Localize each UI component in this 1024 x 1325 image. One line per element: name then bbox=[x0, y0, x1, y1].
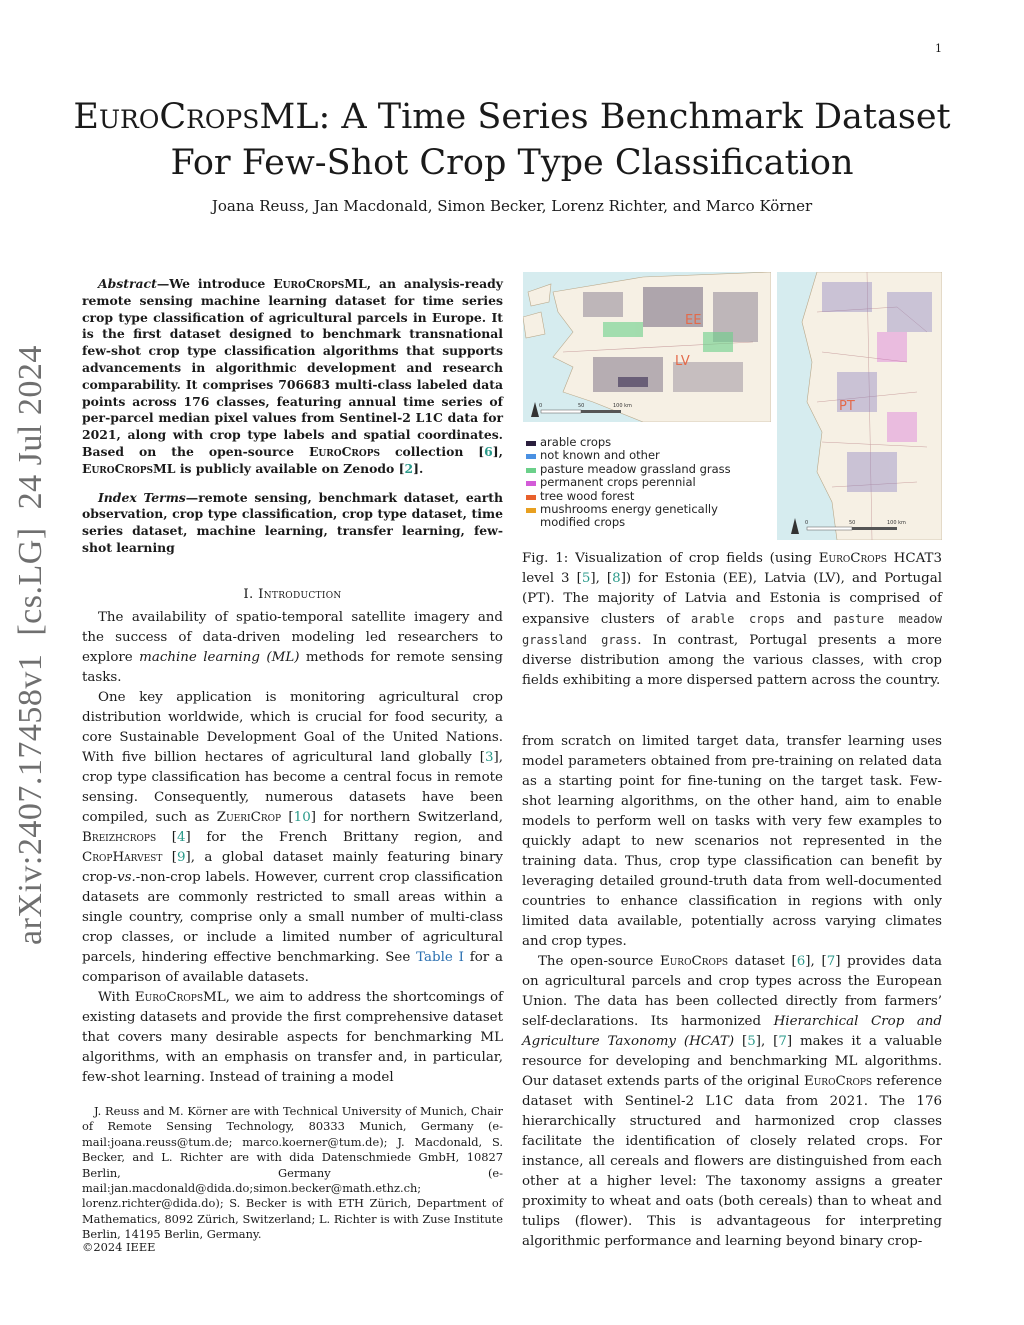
citation-link[interactable]: 3 bbox=[484, 749, 494, 765]
citation-link[interactable]: 9 bbox=[176, 849, 186, 865]
map-portugal bbox=[777, 272, 942, 540]
table-reference-link[interactable]: Table I bbox=[416, 949, 464, 965]
legend-item-arable: arable crops bbox=[526, 436, 776, 449]
legend-swatch bbox=[526, 454, 536, 459]
title-line-1: EuroCropsML: A Time Series Benchmark Dataset bbox=[73, 97, 951, 137]
citation-link[interactable]: 7 bbox=[778, 1034, 787, 1049]
citation-link[interactable]: 10 bbox=[293, 809, 311, 825]
right-column-body bbox=[522, 732, 942, 1252]
map-label-pt: PT bbox=[839, 399, 855, 414]
citation-link[interactable]: 8 bbox=[612, 571, 621, 586]
baltic-map-graphic bbox=[523, 272, 771, 422]
page-number: 1 bbox=[935, 42, 942, 55]
title-line-2: For Few-Shot Crop Type Classification bbox=[170, 143, 854, 183]
citation-link[interactable]: 6 bbox=[796, 954, 806, 969]
legend-swatch bbox=[526, 441, 536, 446]
index-terms: Index Terms—remote sensing, benchmark dataset, earth observation, crop type classification, crop type dataset, time series dataset, machine learning, transfer learning, few-shot learning bbox=[82, 489, 503, 555]
abstract: Abstract—We introduce EuroCropsML, an analysis-ready remote sensing machine learning dataset for time series crop type classification of agricultural parcels in Europe. It is the first dataset designed to benchmark transnational few-shot crop type classification algorithms that supports advancements in algorithmic development and research comparability. It comprises 706683 multi-class labeled data points across 176 classes, featuring annual time series of per-parcel median pixel values from Sentinel-2 L1C data for 2021, along with crop type labels and spatial coordinates. Based on the open-source EuroCrops collection [6], EuroCropsML is publicly available on Zenodo [2]. bbox=[82, 276, 504, 476]
citation-link[interactable]: 4 bbox=[176, 829, 186, 845]
legend-item-not-known: not known and other bbox=[526, 449, 776, 462]
paragraph: The availability of spatio-temporal satellite imagery and the success of data-driven modeling led researchers to explore machine learning (ML) methods for remote sensing tasks. bbox=[82, 609, 503, 685]
scale-tick-label: 0 bbox=[805, 520, 809, 526]
citation-link[interactable]: 5 bbox=[581, 571, 591, 586]
introduction-body bbox=[82, 608, 503, 1088]
portugal-map-graphic bbox=[777, 272, 942, 540]
legend-swatch bbox=[526, 508, 536, 513]
citation-link[interactable]: 2 bbox=[404, 460, 414, 476]
scale-tick-label: 50 bbox=[578, 403, 585, 409]
paper-title bbox=[0, 94, 1024, 186]
paragraph: The open-source EuroCrops dataset [6], [7] provides data on agricultural parcels and crop types across the European Union. The data has been collected directly from farmers’ self-declarations. Its harmonized Hierarchical Crop and Agriculture Taxonomy (HCAT) [5], [7] makes it a valuable resource for developing and benchmarking ML algorithms. Our dataset extends parts of the original EuroCrops reference dataset with Sentinel-2 L1C data from 2021. The 176 hierarchically structured and harmonized crop classes facilitate the identification of closely related crops. For instance, all cereals and flowers are distinguished from each other at a higher level: The taxonomy assigns a greater proximity to wheat and oats (both cereals) than to wheat and tulips (flower). This is advantageous for interpreting algorithmic performance and learning beyond binary crop- bbox=[522, 954, 943, 1249]
left-column bbox=[82, 276, 503, 1088]
legend-item-mushrooms: mushrooms energy genetically modified crops bbox=[526, 503, 776, 530]
citation-link[interactable]: 7 bbox=[826, 954, 836, 969]
author-list: Joana Reuss, Jan Macdonald, Simon Becker, Lorenz Richter, and Marco Körner bbox=[211, 197, 813, 215]
paragraph: One key application is monitoring agricultural crop distribution worldwide, which is crucial for food security, a core Sustainable Development Goal of the United Nations. With five billion hectares of agricultural land globally [3], crop type classification has become a central focus in remote sensing. Consequently, numerous datasets have been compiled, such as ZueriCrop [10] for northern Switzerland, Breizhcrops [4] for the French Brittany region, and CropHarvest [9], a global dataset mainly featuring binary crop-vs.-non-crop labels. However, current crop classification datasets are commonly restricted to small areas within a single country, comprise only a small number of multi-class crop classes, or include a limited number of agricultural parcels, hindering effective benchmarking. See Table I for a comparison of available datasets. bbox=[82, 689, 504, 985]
legend-swatch bbox=[526, 468, 536, 473]
scale-tick-label: 0 bbox=[539, 403, 543, 409]
legend-item-tree: tree wood forest bbox=[526, 490, 776, 503]
copyright-notice: ©2024 IEEE bbox=[82, 1240, 156, 1254]
legend-item-pasture: pasture meadow grassland grass bbox=[526, 463, 776, 476]
legend-swatch bbox=[526, 481, 536, 486]
citation-link[interactable]: 6 bbox=[484, 443, 493, 459]
figure-caption: Fig. 1: Visualization of crop fields (using EuroCrops HCAT3 level 3 [5], [8]) for Estonia (EE), Latvia (LV), and Portugal (PT). The majority of Latvia and Estonia is comprised of expansive clusters of arable crops and pasture meadow grassland grass. In contrast, Portugal presents a more diverse distribution among the various classes, with crop fields exhibiting a more dispersed pattern across the country. bbox=[522, 551, 942, 688]
scale-tick-label: 100 km bbox=[613, 403, 632, 409]
map-legend bbox=[526, 436, 776, 530]
scale-tick-label: 50 bbox=[849, 520, 856, 526]
map-estonia-latvia bbox=[523, 272, 771, 422]
map-label-ee: EE bbox=[685, 313, 702, 328]
section-heading-introduction: I. Introduction bbox=[243, 586, 342, 602]
legend-item-permanent: permanent crops perennial bbox=[526, 476, 776, 489]
arxiv-stamp: arXiv:2407.17458v1 [cs.LG] 24 Jul 2024 bbox=[12, 345, 49, 945]
map-label-lv: LV bbox=[675, 354, 690, 369]
citation-link[interactable]: 5 bbox=[747, 1034, 756, 1049]
legend-swatch bbox=[526, 495, 536, 500]
paragraph: from scratch on limited target data, transfer learning uses model parameters obtained from pre-training on related data as a starting point for fine-tuning on the target task. Few-shot learning algorithms, on the other hand, aim to enable models to perform well on tasks with very few examples to quickly adapt to new scenarios not represented in the training data. Thus, crop type classification can benefit by leveraging detailed ground-truth data from well-documented countries to enhance classification in regions with only limited data available, potentially across varying climates and crop types. bbox=[522, 734, 942, 949]
author-affiliation-footnote: J. Reuss and M. Körner are with Technical University of Munich, Chair of Remote Sensing Technology, 80333 Munich, Germany (e-mail:joana.reuss@tum.de; marco.koerner@tum.de); J. Macdonald, S. Becker, and L. Richter are with dida Datenschmiede GmbH, 10827 Berlin, Germany (e-mail:jan.macdonald@dida.do;simon.becker@math.ethz.ch; lorenz.richter@dida.do); S. Becker is with ETH Zürich, Department of Mathematics, 8092 Zürich, Switzerland; L. Richter is with Zuse Institute Berlin, 14195 Berlin, Germany. bbox=[82, 1104, 503, 1242]
scale-tick-label: 100 km bbox=[887, 520, 906, 526]
paragraph: With EuroCropsML, we aim to address the shortcomings of existing datasets and provide the first comprehensive dataset that covers many desirable aspects for benchmarking ML algorithms, with an emphasis on transfer and, in particular, few-shot learning. Instead of training a model bbox=[82, 989, 503, 1085]
